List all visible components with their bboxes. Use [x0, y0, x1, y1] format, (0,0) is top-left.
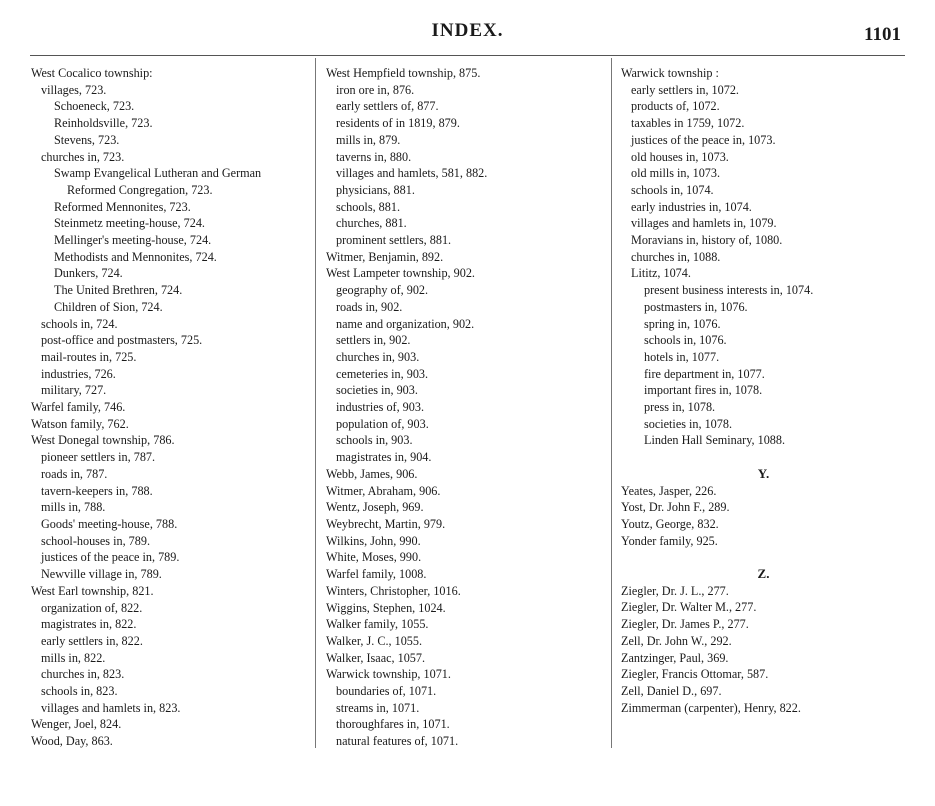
page-title: INDEX.	[431, 20, 504, 41]
index-entry: Ziegler, Dr. J. L., 277.	[621, 583, 729, 598]
index-entry: Steinmetz meeting-house, 724.	[54, 216, 205, 231]
index-entry: Yost, Dr. John F., 289.	[621, 500, 730, 515]
index-entry: Newville village in, 789.	[41, 567, 162, 582]
index-entry: Youtz, George, 832.	[621, 516, 719, 531]
index-entry: products of, 1072.	[631, 99, 720, 114]
index-entry: Moravians in, history of, 1080.	[631, 233, 783, 248]
index-entry: magistrates in, 822.	[41, 617, 137, 632]
index-entry: villages and hamlets in, 1079.	[631, 216, 777, 231]
index-entry: churches in, 823.	[41, 667, 125, 682]
index-entry: settlers in, 902.	[336, 333, 411, 348]
index-column-2	[326, 65, 611, 750]
index-entry: schools, 881.	[336, 199, 400, 214]
index-entry: Warwick township :	[621, 66, 719, 80]
index-entry: physicians, 881.	[336, 182, 415, 197]
index-entry: natural features of, 1071.	[336, 734, 459, 749]
index-entry: industries of, 903.	[336, 400, 425, 415]
index-entry: school-houses in, 789.	[41, 533, 151, 548]
page-header	[0, 18, 935, 48]
index-entry: churches in, 903.	[336, 349, 420, 364]
index-entry: postmasters in, 1076.	[644, 299, 748, 314]
index-entry: West Earl township, 821.	[31, 583, 154, 598]
index-entry: Reformed Mennonites, 723.	[54, 199, 191, 214]
index-entry: churches in, 723.	[41, 149, 125, 164]
section-letter: Z.	[757, 566, 770, 582]
index-entry: Dunkers, 724.	[54, 266, 123, 281]
index-entry: Zell, Daniel D., 697.	[621, 683, 722, 698]
index-entry: justices of the peace in, 789.	[41, 550, 180, 565]
index-entry: churches, 881.	[336, 216, 407, 231]
index-entry: magistrates in, 904.	[336, 450, 432, 465]
index-entry: Reformed Congregation, 723.	[67, 182, 213, 197]
index-entry: Witmer, Abraham, 906.	[326, 483, 441, 498]
index-entry: mills in, 788.	[41, 500, 106, 515]
index-entry: Mellinger's meeting-house, 724.	[54, 233, 212, 248]
index-entry: Swamp Evangelical Lutheran and German	[54, 166, 262, 181]
index-entry: villages and hamlets, 581, 882.	[336, 166, 488, 181]
index-entry: Wilkins, John, 990.	[326, 533, 421, 548]
index-entry: old mills in, 1073.	[631, 166, 721, 181]
index-entry: Wentz, Joseph, 969.	[326, 500, 424, 515]
index-entry: spring in, 1076.	[644, 316, 721, 331]
index-entry: Yonder family, 925.	[621, 533, 718, 548]
index-entry: organization of, 822.	[41, 600, 143, 615]
index-entry: streams in, 1071.	[336, 700, 420, 715]
index-entry: hotels in, 1077.	[644, 349, 720, 364]
index-entry: Warfel family, 1008.	[326, 567, 427, 582]
index-entry: industries, 726.	[41, 366, 116, 381]
index-entry: Wenger, Joel, 824.	[31, 717, 122, 732]
index-entry: early settlers in, 1072.	[631, 82, 739, 97]
index-entry: Weybrecht, Martin, 979.	[326, 516, 446, 531]
section-letter: Y.	[757, 465, 770, 481]
index-entry: taxables in 1759, 1072.	[631, 116, 745, 131]
section-gap	[621, 449, 906, 466]
index-entry: White, Moses, 990.	[326, 550, 422, 565]
index-entry: Watson family, 762.	[31, 416, 129, 431]
index-entry: Walker, J. C., 1055.	[326, 633, 423, 648]
index-entry: villages, 723.	[41, 82, 107, 97]
index-entry: fire department in, 1077.	[644, 366, 765, 381]
index-entry: Wiggins, Stephen, 1024.	[326, 600, 446, 615]
index-entry: Witmer, Benjamin, 892.	[326, 249, 444, 264]
index-entry: prominent settlers, 881.	[336, 233, 452, 248]
index-entry: Children of Sion, 724.	[54, 299, 163, 314]
index-entry: Ziegler, Francis Ottomar, 587.	[621, 667, 769, 682]
index-entry: important fires in, 1078.	[644, 383, 763, 398]
index-entry: boundaries of, 1071.	[336, 684, 437, 699]
index-entry: Linden Hall Seminary, 1088.	[644, 433, 786, 448]
section-gap	[621, 549, 906, 566]
index-entry: Zell, Dr. John W., 292.	[621, 633, 732, 648]
index-entry: Ziegler, Dr. Walter M., 277.	[621, 600, 757, 615]
index-entry: cemeteries in, 903.	[336, 366, 429, 381]
index-entry: societies in, 1078.	[644, 416, 733, 431]
index-entry: Ziegler, Dr. James P., 277.	[621, 617, 749, 632]
index-entry: Webb, James, 906.	[326, 466, 418, 481]
index-entry: roads in, 902.	[336, 299, 403, 314]
index-entry: mills in, 879.	[336, 132, 401, 147]
index-entry: justices of the peace in, 1073.	[631, 132, 776, 147]
index-entry: villages and hamlets in, 823.	[41, 700, 181, 715]
index-entry: churches in, 1088.	[631, 249, 721, 264]
index-entry: early settlers of, 877.	[336, 99, 439, 114]
index-entry: Warfel family, 746.	[31, 400, 126, 415]
index-entry: old houses in, 1073.	[631, 149, 729, 164]
index-entry: taverns in, 880.	[336, 149, 412, 164]
index-column-3	[621, 65, 906, 716]
index-entry: mail-routes in, 725.	[41, 349, 137, 364]
index-entry: Walker, Isaac, 1057.	[326, 650, 426, 665]
index-entry: Reinholdsville, 723.	[54, 116, 153, 131]
index-entry: press in, 1078.	[644, 400, 716, 415]
index-entry: West Donegal township, 786.	[31, 433, 175, 448]
index-entry: iron ore in, 876.	[336, 82, 415, 97]
index-entry: military, 727.	[41, 383, 107, 398]
index-entry: early settlers in, 822.	[41, 633, 143, 648]
index-entry: early industries in, 1074.	[631, 199, 752, 214]
index-column-1	[31, 65, 316, 750]
index-entry: The United Brethren, 724.	[54, 283, 183, 298]
index-entry: geography of, 902.	[336, 283, 429, 298]
index-entry: Winters, Christopher, 1016.	[326, 583, 461, 598]
index-entry: Zantzinger, Paul, 369.	[621, 650, 729, 665]
index-entry: West Lampeter township, 902.	[326, 266, 475, 281]
index-entry: Yeates, Jasper, 226.	[621, 483, 717, 498]
index-entry: roads in, 787.	[41, 466, 108, 481]
index-entry: West Cocalico township:	[31, 66, 153, 80]
index-entry: schools in, 1074.	[631, 182, 714, 197]
index-entry: thoroughfares in, 1071.	[336, 717, 450, 732]
index-entry: tavern-keepers in, 788.	[41, 483, 153, 498]
index-entry: societies in, 903.	[336, 383, 418, 398]
index-entry: Zimmerman (carpenter), Henry, 822.	[621, 700, 801, 715]
index-entry: name and organization, 902.	[336, 316, 475, 331]
header-rule	[30, 55, 905, 56]
index-entry: Schoeneck, 723.	[54, 99, 135, 114]
index-entry: West Hempfield township, 875.	[326, 66, 481, 80]
index-entry: schools in, 903.	[336, 433, 413, 448]
page-number: 1101	[864, 24, 901, 45]
index-entry: Goods' meeting-house, 788.	[41, 516, 178, 531]
index-entry: post-office and postmasters, 725.	[41, 333, 203, 348]
index-entry: mills in, 822.	[41, 650, 106, 665]
index-entry: Stevens, 723.	[54, 132, 120, 147]
index-entry: Wood, Day, 863.	[31, 734, 113, 749]
index-entry: residents of in 1819, 879.	[336, 116, 460, 131]
index-entry: Warwick township, 1071.	[326, 667, 451, 682]
index-entry: Methodists and Mennonites, 724.	[54, 249, 217, 264]
index-entry: schools in, 823.	[41, 684, 118, 699]
index-entry: schools in, 724.	[41, 316, 118, 331]
index-entry: pioneer settlers in, 787.	[41, 450, 156, 465]
index-entry: present business interests in, 1074.	[644, 283, 814, 298]
index-entry: Walker family, 1055.	[326, 617, 429, 632]
index-entry: population of, 903.	[336, 416, 429, 431]
index-entry: Lititz, 1074.	[631, 266, 691, 281]
column-divider	[611, 58, 612, 748]
index-entry: schools in, 1076.	[644, 333, 727, 348]
